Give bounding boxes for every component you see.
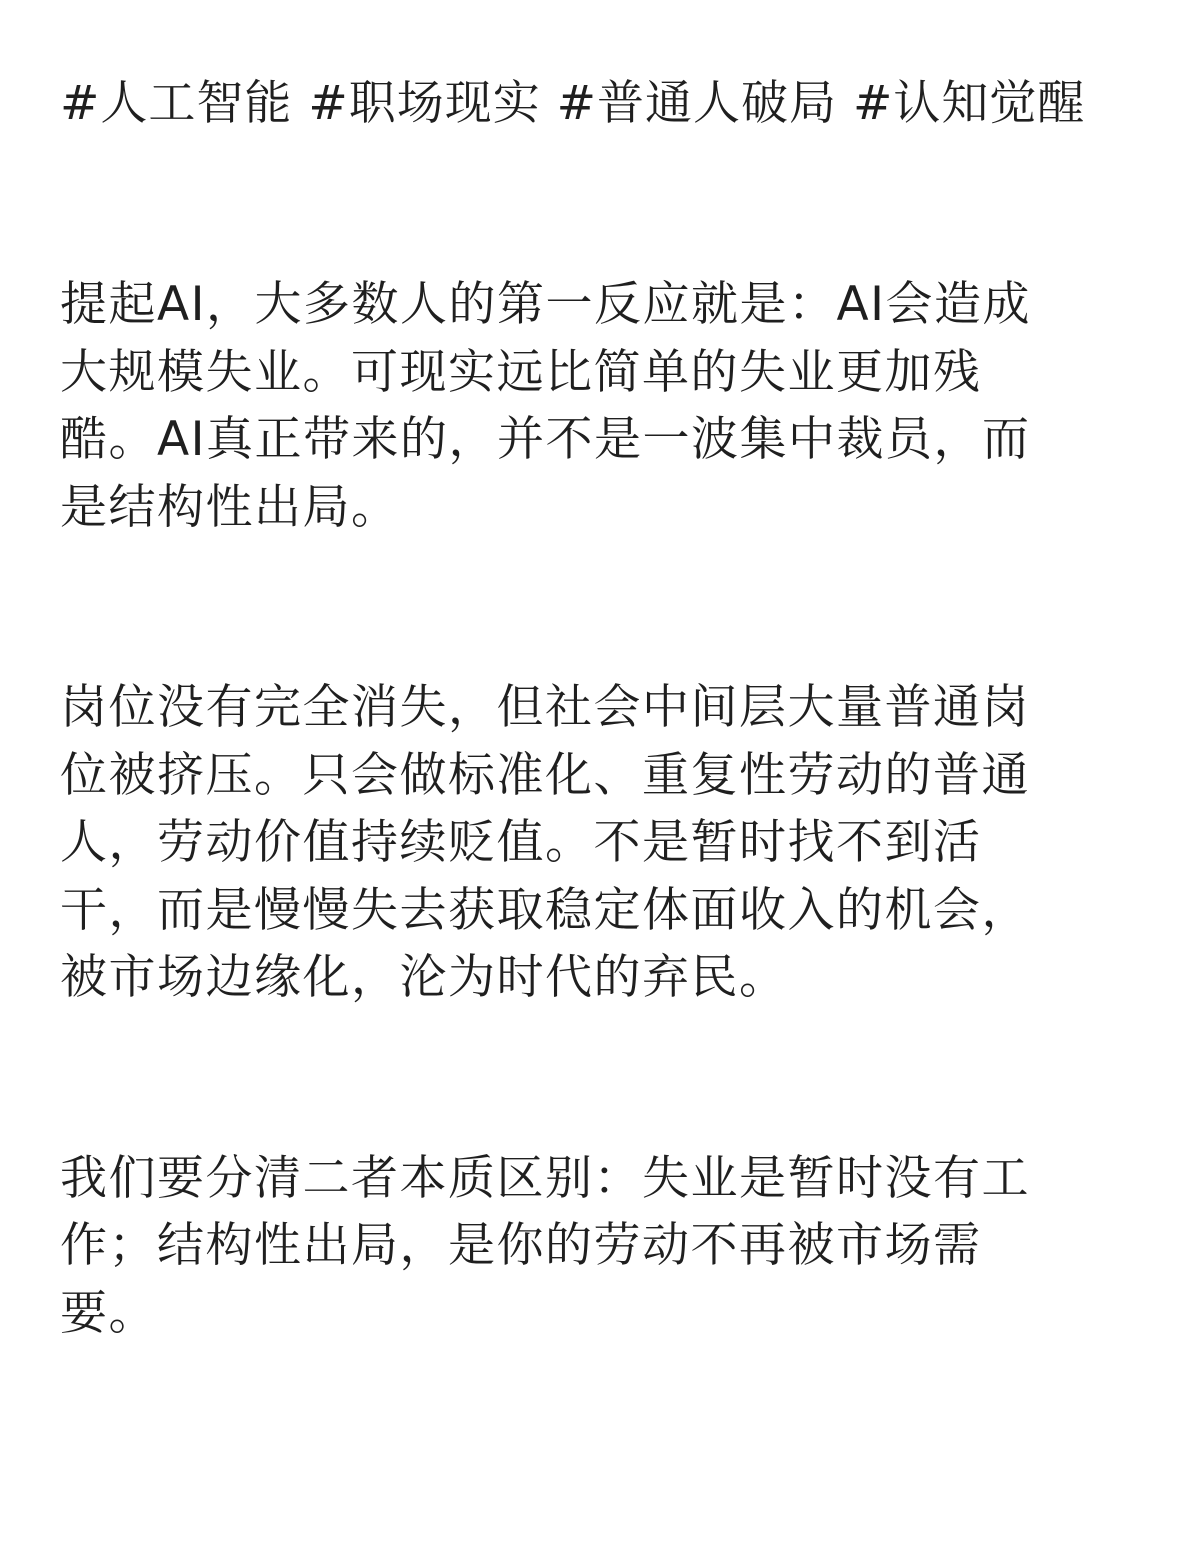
text-line: 酷。AI真正带来的，并不是一波集中裁员，而 (60, 412, 1031, 467)
text-line: 要。 (60, 1285, 157, 1341)
text-line: 是结构性出局。 (60, 479, 400, 535)
paragraph-2 (60, 674, 1120, 1012)
text-line: 干，而是慢慢失去获取稳定体面收入的机会， (60, 882, 1030, 938)
text-line: 我们要分清二者本质区别：失业是暂时没有工 (60, 1150, 1030, 1206)
paragraph-3 (60, 1145, 1120, 1348)
hashtag-line[interactable]: #人工智能 #职场现实 #普通人破局 #认知觉醒 (60, 76, 1086, 131)
paragraph-1 (60, 271, 1120, 541)
text-line: 被市场边缘化，沦为时代的弃民。 (60, 950, 788, 1005)
text-line: 人，劳动价值持续贬值。不是暂时找不到活 (60, 815, 982, 870)
text-line: 岗位没有完全消失，但社会中间层大量普通岗 (60, 680, 1030, 735)
text-line: 作；结构性出局，是你的劳动不再被市场需 (60, 1218, 982, 1273)
text-line: 大规模失业。可现实远比简单的失业更加残 (60, 344, 982, 400)
post-content (60, 70, 1120, 1347)
text-line: 位被挤压。只会做标准化、重复性劳动的普通 (60, 747, 1030, 803)
text-line: 提起AI，大多数人的第一反应就是：AI会造成 (60, 277, 1032, 332)
